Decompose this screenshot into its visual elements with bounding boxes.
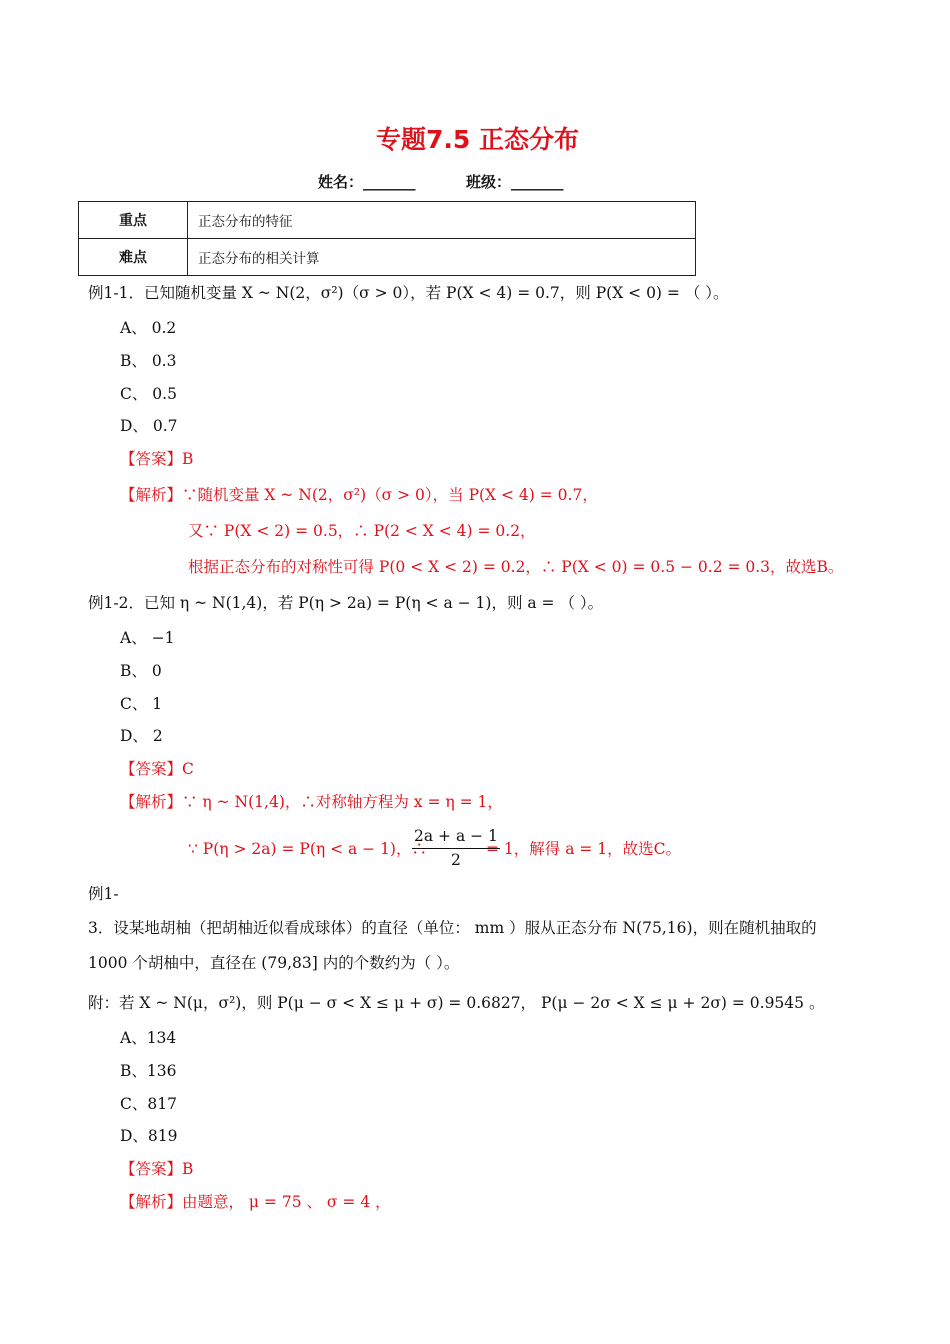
analysis-line: ∵ P(η > 2a) = P(η < a − 1)，∴	[188, 840, 427, 858]
analysis-line: 【解析】∵随机变量 X ~ N(2，σ²)（σ > 0），当 P(X < 4) = 0.7，	[120, 486, 598, 504]
table-row	[79, 239, 696, 276]
analysis-line: 【解析】由题意， μ = 75 、 σ = 4 ，	[120, 1193, 391, 1211]
value-cell: 正态分布的相关计算	[188, 239, 696, 276]
analysis-line: 又∵ P(X < 2) = 0.5，∴ P(2 < X < 4) = 0.2，	[188, 522, 536, 540]
key-cell: 重点	[79, 202, 188, 239]
option-d: D、819	[120, 1127, 178, 1145]
option-a: A、 −1	[120, 629, 175, 647]
analysis-line: 根据正态分布的对称性可得 P(0 < X < 2) = 0.2，∴ P(X < 0) = 0.5 − 0.2 = 0.3，故选B。	[188, 558, 844, 576]
option-d: D、 0.7	[120, 417, 178, 435]
option-d: D、 2	[120, 727, 163, 745]
option-c: C、 1	[120, 695, 163, 713]
option-c: C、 0.5	[120, 385, 177, 403]
option-a: A、 0.2	[120, 319, 177, 337]
example-1-question: 例1-1．已知随机变量 X ~ N(2，σ²)（σ > 0），若 P(X < 4) = 0.7，则 P(X < 0) = （ ）。	[88, 284, 729, 302]
option-b: B、 0	[120, 662, 162, 680]
table-row	[79, 202, 696, 239]
key-points-table	[78, 201, 696, 276]
fraction-numerator: 2a + a − 1	[412, 829, 500, 849]
fraction-denominator: 2	[451, 850, 461, 869]
value-cell: 正态分布的特征	[188, 202, 696, 239]
analysis-line: = 1，解得 a = 1，故选C。	[486, 840, 682, 858]
example-3-question: 1000 个胡柚中，直径在 (79,83] 内的个数约为（ ）。	[88, 954, 460, 972]
name-field-label: 姓名：_______	[318, 173, 416, 191]
page-title: 专题7.5 正态分布	[376, 125, 579, 154]
option-b: B、 0.3	[120, 352, 177, 370]
example-3-note: 附：若 X ~ N(μ，σ²)，则 P(μ − σ < X ≤ μ + σ) = 0.6827， P(μ − 2σ < X ≤ μ + 2σ) = 0.9545 。	[88, 994, 825, 1012]
option-b: B、136	[120, 1062, 177, 1080]
option-a: A、134	[120, 1029, 177, 1047]
class-field-label: 班级：_______	[466, 173, 564, 191]
example-2-question: 例1-2．已知 η ~ N(1,4)，若 P(η > 2a) = P(η < a − 1)，则 a = （ ）。	[88, 594, 604, 612]
answer-label: 【答案】B	[120, 450, 194, 468]
answer-label: 【答案】C	[120, 760, 194, 778]
option-c: C、817	[120, 1095, 177, 1113]
analysis-line: 【解析】∵ η ~ N(1,4)，∴对称轴方程为 x = η = 1，	[120, 793, 503, 811]
answer-label: 【答案】B	[120, 1160, 194, 1178]
example-3-label: 例1-	[88, 885, 119, 903]
example-3-question: 3．设某地胡柚（把胡柚近似看成球体）的直径（单位： mm ）服从正态分布 N(75,16)，则在随机抽取的	[88, 919, 817, 937]
key-cell: 难点	[79, 239, 188, 276]
